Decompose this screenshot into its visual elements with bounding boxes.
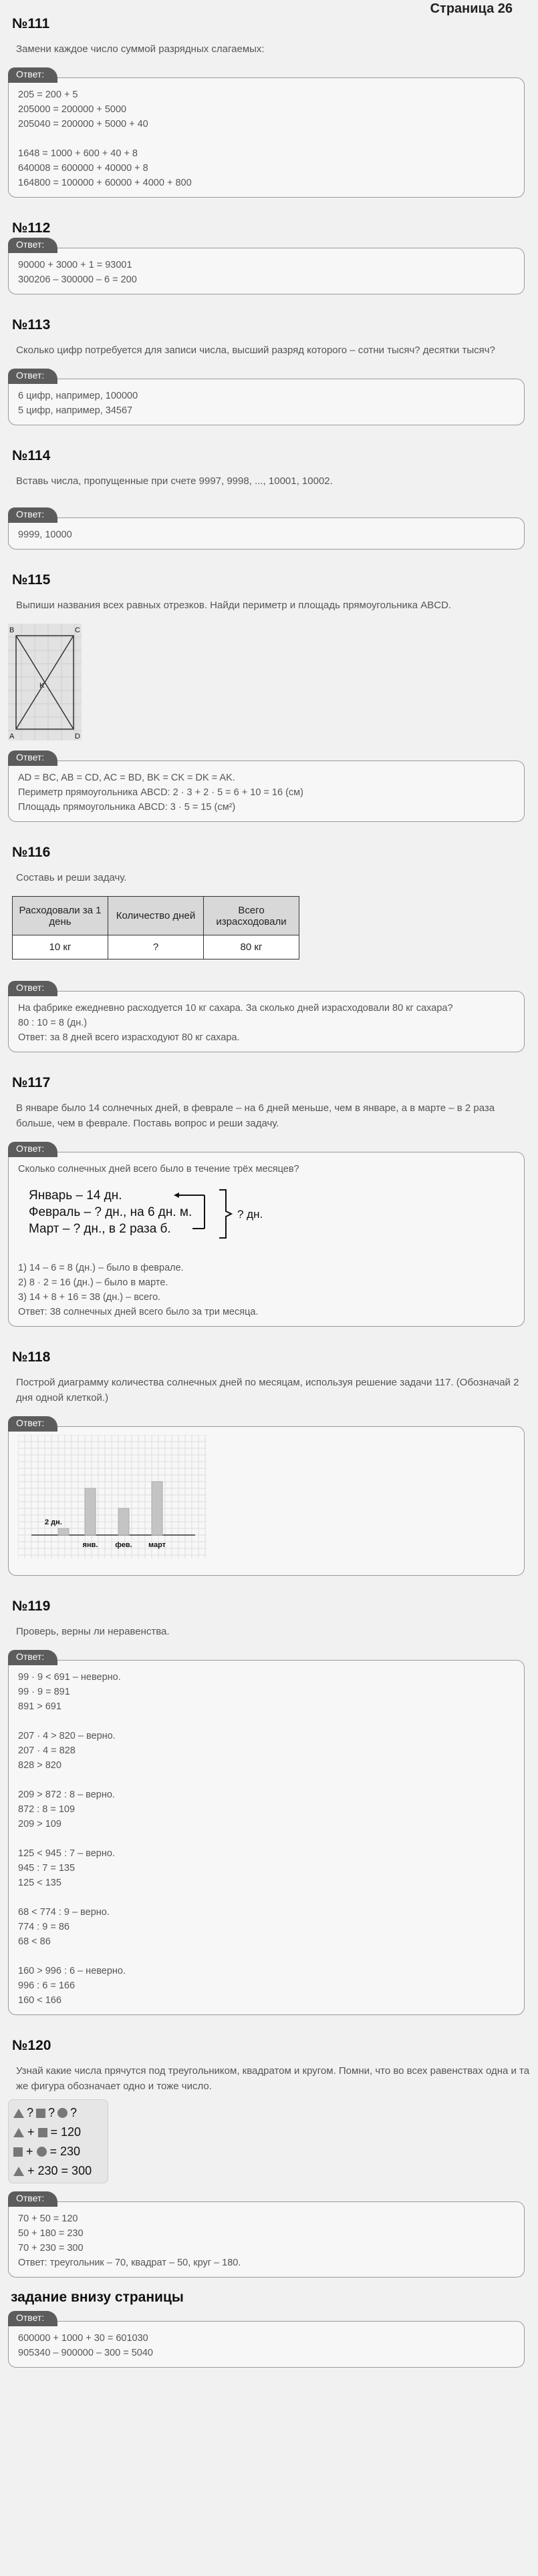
page-title: Страница 26: [430, 1, 513, 16]
task-113: [0, 317, 538, 425]
answer-line: 2) 8 · 2 = 16 (дн.) – было в марте.: [18, 1277, 168, 1288]
answer-label: Ответ:: [8, 67, 57, 83]
answer-box: [8, 77, 525, 198]
table-header: Расходовали за 1 день: [13, 897, 108, 935]
table-header: Количество дней: [108, 897, 204, 935]
answer-line: 99 · 9 < 691 – неверно.: [18, 1672, 121, 1683]
answer-label: Ответ:: [8, 750, 57, 766]
answer-box: [8, 991, 525, 1052]
task-number: №118: [12, 1349, 51, 1365]
rectangle-abcd-diagram: [8, 624, 82, 740]
answer-line: 125 < 945 : 7 – верно.: [18, 1848, 115, 1859]
table-cell: 80 кг: [204, 935, 299, 959]
answer-line: 891 > 691: [18, 1701, 61, 1712]
answer-block: [8, 238, 525, 294]
answer-line: 205040 = 200000 + 5000 + 40: [18, 119, 148, 130]
square-icon: [36, 2109, 45, 2118]
answer-block: [8, 507, 525, 550]
label-c: C: [75, 626, 80, 634]
answer-line: [18, 1832, 515, 1846]
scheme-line: Февраль – ? дн., на 6 дн. м.: [29, 1205, 192, 1219]
task-text: Построй диаграмму количества солнечных дней по месяцам, используя решение задачи 117. (Обозначай 2 дня одной клеткой.): [16, 1377, 519, 1404]
answer-line: 68 < 774 : 9 – верно.: [18, 1907, 110, 1918]
label-a: A: [9, 732, 15, 740]
bar-2: [152, 1482, 162, 1535]
answer-line: 80 : 10 = 8 (дн.): [18, 1018, 88, 1028]
answer-line: 1) 14 – 6 = 8 (дн.) – было в феврале.: [18, 1263, 184, 1273]
answer-line: 300206 – 300000 – 6 = 200: [18, 274, 137, 285]
answer-line: 205000 = 200000 + 5000: [18, 104, 127, 115]
task-number: №112: [12, 220, 51, 236]
answer-line: AD = BC, AB = CD, AC = BD, BK = CK = DK = AK.: [18, 773, 235, 783]
answer-line: 9999, 10000: [18, 529, 72, 540]
equation-result: + 230 = 300: [27, 2164, 92, 2177]
answer-line: 207 · 4 > 820 – верно.: [18, 1731, 116, 1741]
answer-line: Площадь прямоугольника ABCD: 3 · 5 = 15 (см²): [18, 802, 236, 813]
answer-label: Ответ:: [8, 2191, 57, 2207]
task-number: №116: [12, 845, 51, 860]
answer-line: Периметр прямоугольника ABCD: 2 · 3 + 2 · 5 = 6 + 10 = 16 (см): [18, 787, 303, 798]
task-number: задание внизу страницы: [11, 2290, 184, 2305]
task-number: №119: [12, 1598, 51, 1614]
question-text: Сколько солнечных дней всего было в течение трёх месяцев?: [18, 1164, 299, 1174]
question-mark: ?: [27, 2106, 34, 2119]
answer-line: 164800 = 100000 + 60000 + 4000 + 800: [18, 178, 192, 188]
page-header: [0, 0, 538, 21]
bar-0: [85, 1488, 96, 1535]
answer-line: 160 > 996 : 6 – неверно.: [18, 1966, 126, 1976]
category-label: март: [148, 1541, 166, 1549]
answer-line: Ответ: треугольник – 70, квадрат – 50, круг – 180.: [18, 2258, 241, 2268]
answer-box: [8, 2321, 525, 2368]
answer-line: 90000 + 3000 + 1 = 93001: [18, 260, 132, 270]
scheme-line: Март – ? дн., в 2 раза б.: [29, 1222, 171, 1236]
answer-line: 5 цифр, например, 34567: [18, 405, 133, 416]
answer-line: Ответ: 38 солнечных дней всего было за три месяца.: [18, 1307, 259, 1317]
category-label: фев.: [115, 1541, 132, 1549]
answer-block: [8, 67, 525, 198]
answer-line: На фабрике ежедневно расходуется 10 кг сахара. За сколько дней израсходовали 80 кг сахара?: [18, 1003, 453, 1014]
task-117: [0, 1075, 538, 1327]
answer-line: 99 · 9 = 891: [18, 1687, 70, 1697]
data-table: [12, 896, 299, 959]
answer-line: 209 > 109: [18, 1819, 61, 1830]
task-116: [0, 845, 538, 1052]
task-number: №114: [12, 448, 51, 463]
square-icon: [38, 2128, 47, 2137]
task-bottom: [0, 2290, 538, 2368]
answer-block: [8, 1650, 525, 2015]
answer-line: 205 = 200 + 5: [18, 89, 78, 100]
task-119: [0, 1598, 538, 2015]
task-114: [0, 448, 538, 550]
scale-annotation: 2 дн.: [45, 1518, 62, 1526]
reference-bar: [58, 1528, 69, 1535]
answer-box: [8, 248, 525, 294]
answer-label: Ответ:: [8, 981, 57, 996]
equation-result: = 120: [50, 2125, 82, 2139]
table-header: Всего израсходовали: [204, 897, 299, 935]
task-number: №111: [12, 16, 50, 31]
answer-label: Ответ:: [8, 369, 57, 384]
answer-line: 6 цифр, например, 100000: [18, 391, 138, 401]
answer-label: Ответ:: [8, 238, 57, 253]
answer-label: Ответ:: [8, 1142, 57, 1157]
answer-box: [8, 1426, 525, 1576]
scheme-line: Январь – 14 дн.: [29, 1189, 122, 1203]
task-text: Сколько цифр потребуется для записи числа, высший разряд которого – сотни тысяч? десятки тысяч?: [16, 345, 495, 356]
triangle-icon: [13, 2167, 24, 2176]
square-icon: [13, 2147, 23, 2157]
table-cell: 10 кг: [13, 935, 108, 959]
circle-icon: [57, 2108, 68, 2118]
short-condition-scheme: [29, 1187, 363, 1247]
task-text: Узнай какие числа прячутся под треугольником, квадратом и кругом. Помни, что во всех равенствах одна и та же фигура обозначает одно и тоже число.: [16, 2065, 530, 2092]
task-number: №120: [12, 2038, 51, 2053]
task-text: Проверь, верны ли неравенства.: [16, 1626, 170, 1637]
answer-label: Ответ:: [8, 1416, 57, 1432]
answer-line: 905340 – 900000 – 300 = 5040: [18, 2348, 153, 2358]
answer-block: [8, 750, 525, 822]
answer-block: [8, 981, 525, 1052]
task-text: Составь и реши задачу.: [16, 872, 127, 883]
task-111: [0, 16, 538, 198]
scheme-total: ? дн.: [237, 1208, 263, 1221]
label-b: B: [9, 626, 15, 634]
label-k: K: [39, 682, 45, 690]
equation-result: = 230: [49, 2145, 81, 2158]
answer-line: [18, 1890, 515, 1905]
answer-line: 125 < 135: [18, 1878, 61, 1888]
answer-line: 70 + 230 = 300: [18, 2243, 84, 2253]
answer-box: [8, 2201, 525, 2278]
answer-line: 945 : 7 = 135: [18, 1863, 76, 1874]
category-label: янв.: [82, 1541, 98, 1549]
rectangle-figure: [8, 624, 530, 744]
task-number: №115: [12, 572, 51, 588]
question-mark: ?: [70, 2106, 78, 2119]
answer-block: [8, 369, 525, 425]
triangle-icon: [13, 2109, 24, 2118]
answer-line: [18, 1714, 515, 1729]
answer-line: 50 + 180 = 230: [18, 2228, 84, 2239]
answer-block: [8, 2191, 525, 2278]
answer-line: 68 < 86: [18, 1936, 51, 1947]
answer-line: 160 < 166: [18, 1995, 61, 2006]
task-text: Замени каждое число суммой разрядных слагаемых:: [16, 43, 265, 55]
answer-box: [8, 1152, 525, 1327]
answer-line: [18, 132, 515, 146]
answer-block: [8, 2311, 525, 2368]
task-number: №113: [12, 317, 51, 333]
task-text: Вставь числа, пропущенные при счете 9997, 9998, ..., 10001, 10002.: [16, 475, 333, 487]
answer-label: Ответ:: [8, 1650, 57, 1665]
answer-box: [8, 379, 525, 425]
answer-line: 209 > 872 : 8 – верно.: [18, 1789, 115, 1800]
answer-line: [18, 1773, 515, 1787]
answer-box: [8, 1660, 525, 2015]
answer-line: [18, 1949, 515, 1964]
task-text: В январе было 14 солнечных дней, в феврале – на 6 дней меньше, чем в январе, а в марте – в 2 раза больше, чем в феврале. Поставь вопрос и реши задачу.: [16, 1102, 495, 1129]
task-115: [0, 572, 538, 822]
bar-1: [118, 1508, 129, 1535]
task-text: Выпиши названия всех равных отрезков. Найди периметр и площадь прямоугольника ABCD.: [16, 600, 452, 611]
answer-label: Ответ:: [8, 2311, 57, 2326]
answer-line: 774 : 9 = 86: [18, 1922, 70, 1932]
answer-box: [8, 761, 525, 822]
shapes-equations-figure: ? ? ? + = 120 + = 230 + 230 = 300: [8, 2099, 108, 2183]
answer-block: [8, 1416, 525, 1576]
answer-line: 872 : 8 = 109: [18, 1804, 76, 1815]
answer-label: Ответ:: [8, 507, 57, 523]
answer-lines: [18, 1261, 515, 1319]
task-112: [0, 220, 538, 294]
table-cell: ?: [108, 935, 204, 959]
task-120: [0, 2038, 538, 2278]
label-d: D: [75, 732, 80, 740]
answer-line: 207 · 4 = 828: [18, 1745, 76, 1756]
answer-line: 3) 14 + 8 + 16 = 38 (дн.) – всего.: [18, 1292, 161, 1303]
circle-icon: [37, 2147, 47, 2157]
answer-line: Ответ: за 8 дней всего израсходуют 80 кг сахара.: [18, 1032, 240, 1043]
task-number: №117: [12, 1075, 51, 1090]
answer-line: 600000 + 1000 + 30 = 601030: [18, 2333, 148, 2344]
triangle-icon: [13, 2128, 24, 2137]
answer-line: 640008 = 600000 + 40000 + 8: [18, 163, 148, 174]
question-mark: ?: [48, 2106, 55, 2119]
answer-line: 996 : 6 = 166: [18, 1980, 76, 1991]
answer-line: 828 > 820: [18, 1760, 61, 1771]
answer-box: [8, 517, 525, 550]
answer-line: 70 + 50 = 120: [18, 2213, 78, 2224]
sunny-days-bar-chart: [18, 1435, 207, 1558]
answer-block: [8, 1142, 525, 1327]
answer-line: 1648 = 1000 + 600 + 40 + 8: [18, 148, 138, 159]
task-118: [0, 1349, 538, 1576]
